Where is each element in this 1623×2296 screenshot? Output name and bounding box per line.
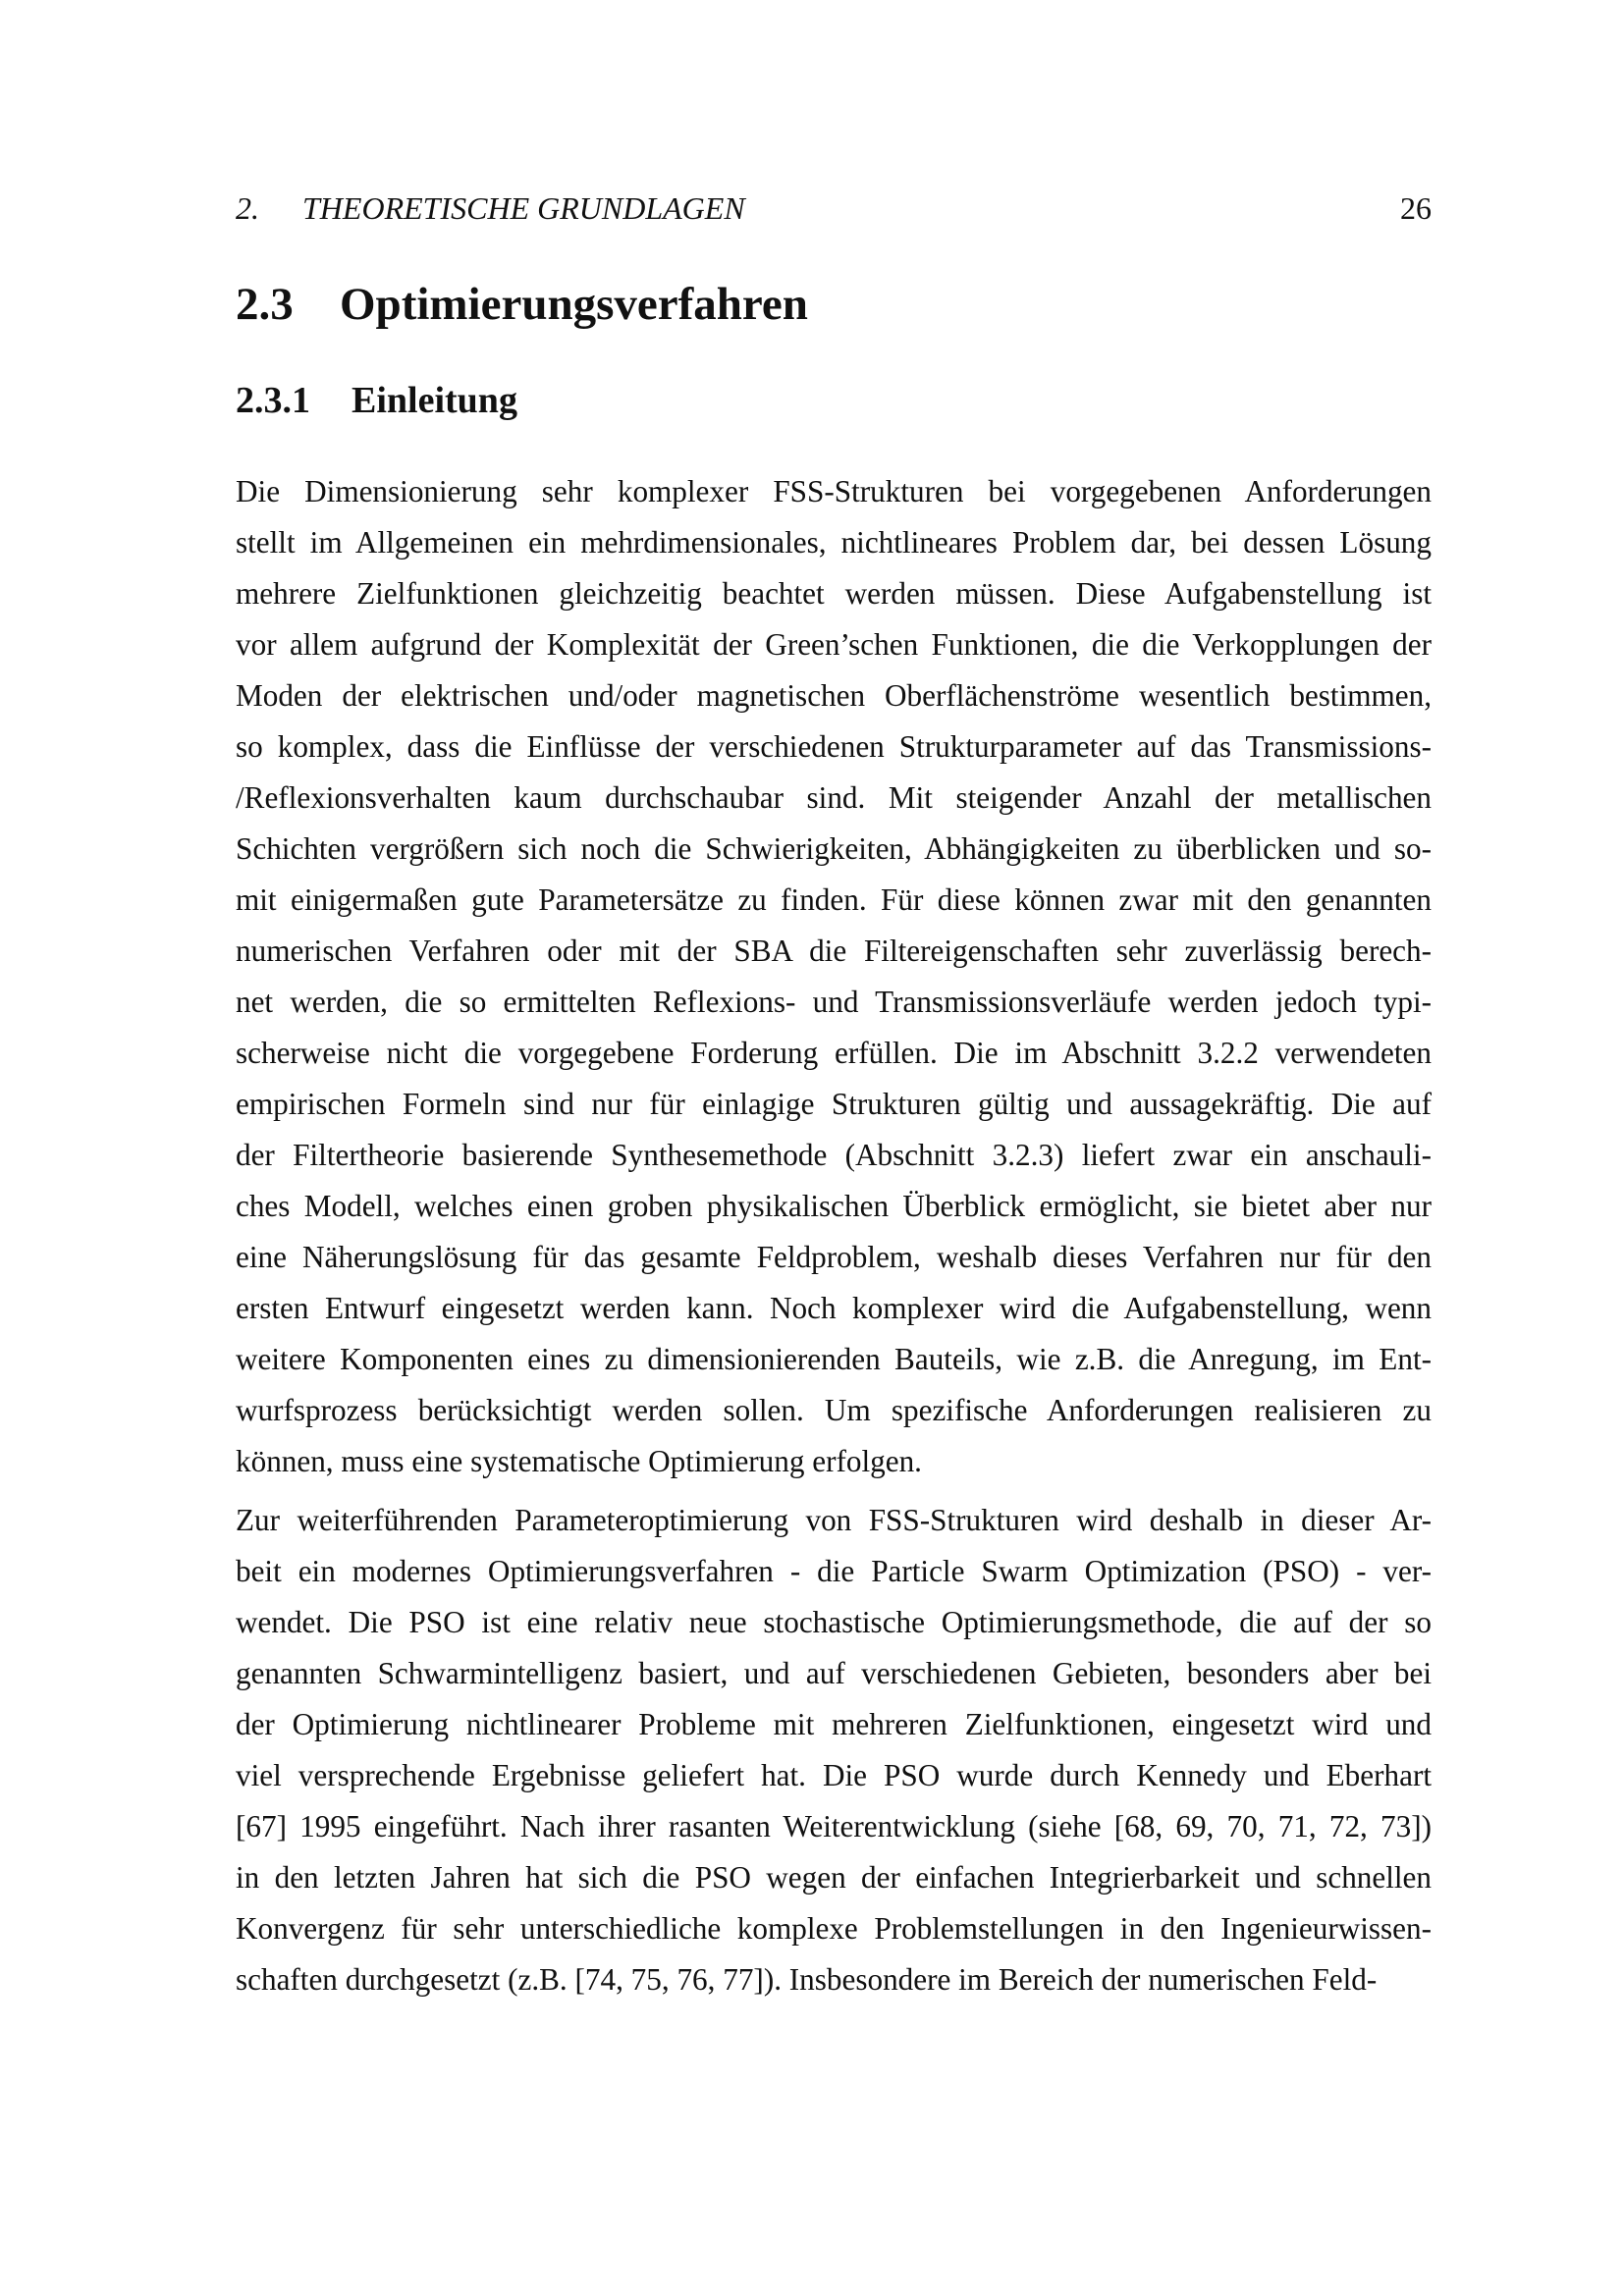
text-line: eine Näherungslösung für das gesamte Feldproblem, weshalb dieses Verfahren nur für den [236,1240,1432,1274]
text-line: in den letzten Jahren hat sich die PSO wegen der einfachen Integrierbarkeit und schnellen [236,1860,1432,1895]
subsection-number: 2.3.1 [236,380,310,421]
text-line: Die Dimensionierung sehr komplexer FSS-Strukturen bei vorgegebenen Anforderungen [236,474,1432,508]
running-header [236,187,1432,230]
paragraph [236,466,1432,1487]
running-header-chapter [236,187,745,230]
text-line: der Optimierung nichtlinearer Probleme mit mehreren Zielfunktionen, eingesetzt wird und [236,1707,1432,1741]
chapter-number: 2. [236,190,259,226]
text-line: weitere Komponenten eines zu dimensionierenden Bauteils, wie z.B. die Anregung, im Ent- [236,1342,1432,1376]
subsection-heading [236,376,1432,425]
text-line: wendet. Die PSO ist eine relativ neue stochastische Optimierungsmethode, die auf der so [236,1605,1432,1639]
page-number: 26 [1400,190,1432,226]
text-line: mit einigermaßen gute Parametersätze zu finden. Für diese können zwar mit den genannten [236,882,1432,917]
text-line: können, muss eine systematische Optimierung erfolgen. [236,1444,922,1478]
text-line: scherweise nicht die vorgegebene Forderung erfüllen. Die im Abschnitt 3.2.2 verwendeten [236,1036,1432,1070]
text-line: /Reflexionsverhalten kaum durchschaubar sind. Mit steigender Anzahl der metallischen [236,780,1432,815]
section-number: 2.3 [236,279,294,330]
text-line: so komplex, dass die Einflüsse der verschiedenen Strukturparameter auf das Transmissions- [236,729,1432,764]
text-line: genannten Schwarmintelligenz basiert, und auf verschiedenen Gebieten, besonders aber bei [236,1656,1432,1690]
section-heading [236,275,1432,334]
text-line: net werden, die so ermittelten Reflexions- und Transmissionsverläufe werden jedoch typi- [236,985,1432,1019]
paragraph [236,1495,1432,2005]
text-line: wurfsprozess berücksichtigt werden sollen. Um spezifische Anforderungen realisieren zu [236,1393,1432,1427]
text-line: stellt im Allgemeinen ein mehrdimensionales, nichtlineares Problem dar, bei dessen Lösung [236,525,1432,560]
text-line: beit ein modernes Optimierungsverfahren - die Particle Swarm Optimization (PSO) - ver- [236,1554,1432,1588]
text-line: schaften durchgesetzt (z.B. [74, 75, 76, 77]). Insbesondere im Bereich der numerischen Feld- [236,1962,1378,1997]
text-line: Konvergenz für sehr unterschiedliche komplexe Problemstellungen in den Ingenieurwissen- [236,1911,1432,1946]
text-line: vor allem aufgrund der Komplexität der Green’schen Funktionen, die die Verkopplungen der [236,627,1432,662]
section-title: Optimierungsverfahren [340,279,808,330]
subsection-title: Einleitung [352,380,517,421]
text-line: Zur weiterführenden Parameteroptimierung von FSS-Strukturen wird deshalb in dieser Ar- [236,1503,1432,1537]
text-line: der Filtertheorie basierende Synthesemethode (Abschnitt 3.2.3) liefert zwar ein anschauli- [236,1138,1432,1172]
text-line: mehrere Zielfunktionen gleichzeitig beachtet werden müssen. Diese Aufgabenstellung ist [236,576,1432,611]
body-text [236,466,1432,2005]
text-line: Moden der elektrischen und/oder magnetischen Oberflächenströme wesentlich bestimmen, [236,678,1432,713]
text-line: empirischen Formeln sind nur für einlagige Strukturen gültig und aussagekräftig. Die auf [236,1087,1432,1121]
document-page [236,187,1432,2005]
text-line: numerischen Verfahren oder mit der SBA die Filtereigenschaften sehr zuverlässig berech- [236,934,1432,968]
chapter-title: THEORETISCHE GRUNDLAGEN [302,190,745,226]
text-line: ches Modell, welches einen groben physikalischen Überblick ermöglicht, sie bietet aber nur [236,1189,1432,1223]
text-line: Schichten vergrößern sich noch die Schwierigkeiten, Abhängigkeiten zu überblicken und so- [236,831,1432,866]
text-line: viel versprechende Ergebnisse geliefert hat. Die PSO wurde durch Kennedy und Eberhart [236,1758,1432,1792]
text-line: [67] 1995 eingeführt. Nach ihrer rasanten Weiterentwicklung (siehe [68, 69, 70, 71, 72, 73]) [236,1809,1432,1843]
text-line: ersten Entwurf eingesetzt werden kann. Noch komplexer wird die Aufgabenstellung, wenn [236,1291,1432,1325]
